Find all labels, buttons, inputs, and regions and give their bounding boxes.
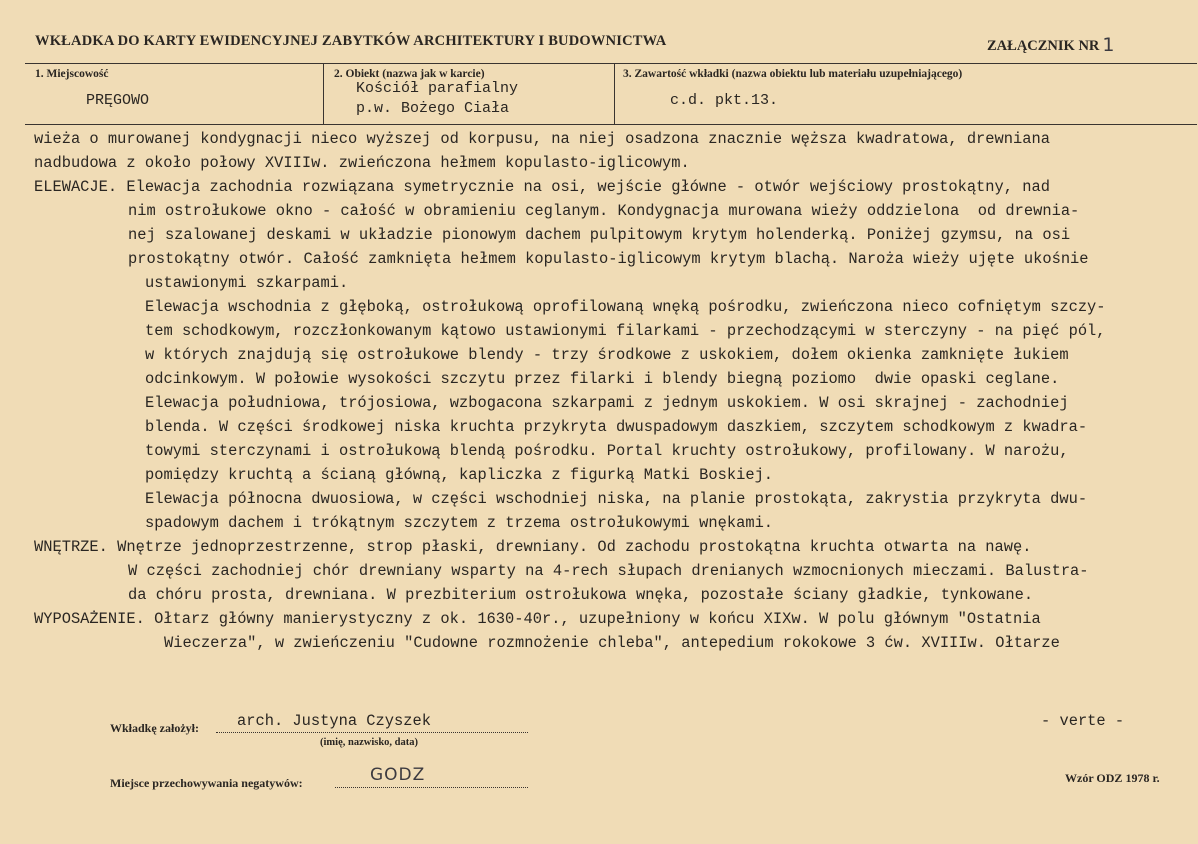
body-line: blenda. W części środkowej niska kruchta przykryta dwuspadowym daszkiem, szczytem schodkowym z kwadra- [145,418,1088,436]
body-line: WYPOSAŻENIE. Ołtarz główny manierystyczny z ok. 1630-40r., uzupełniony w końcu XIXw. W polu głównym "Ostatnia [34,610,1041,628]
author-label: Wkładkę założył: [110,721,199,735]
form-title: WKŁADKA DO KARTY EWIDENCYJNEJ ZABYTKÓW ARCHITEKTURY I BUDOWNICTWA [35,33,667,49]
body-line: W części zachodniej chór drewniany wsparty na 4-rech słupach drenianych wzmocnionych mieczami. Balustra- [128,562,1089,580]
body-line: nej szalowanej deskami w układzie pionowym dachem pulpitowym krytym holenderką. Poniżej gzymsu, na osi [128,226,1071,244]
author-value: arch. Justyna Czyszek [237,712,431,730]
annex-label-text: ZAŁĄCZNIK NR [987,38,1100,54]
negatives-dotted-line [335,787,528,788]
body-line: prostokątny otwór. Całość zamknięta hełmem kopulasto-iglicowym krytym blachą. Naroża wieży ujęte ukośnie [128,250,1089,268]
author-caption: (imię, nazwisko, data) [320,737,418,748]
verte-note: - verte - [1041,712,1125,730]
body-line: nim ostrołukowe okno - całość w obramieniu ceglanym. Kondygnacja murowana wieży oddzielona od drewnia- [128,202,1080,220]
body-line: spadowym dachem i trókątnym szczytem z trzema ostrołukowymi wnękami. [145,514,774,532]
negatives-value: GODZ [370,765,426,785]
content-label: 3. Zawartość wkładki (nazwa obiektu lub materiału uzupełniającego) [623,68,963,80]
body-line: towymi sterczynami i ostrołukową blendą pośrodku. Portal kruchty ostrołukowy, profilowany. W narożu, [145,442,1069,460]
body-line: Elewacja wschodnia z głęboką, ostrołukową oprofilowaną wnęką pośrodku, zwieńczona nieco cofniętym szczy- [145,298,1106,316]
object-label: 2. Obiekt (nazwa jak w karcie) [334,68,485,80]
annex-number: 1 [1102,34,1115,56]
body-line: Elewacja południowa, trójosiowa, wzbogacona szkarpami z jednym uskokiem. W osi skrajnej - zachodniej [145,394,1069,412]
body-line: ustawionymi szkarpami. [145,274,349,292]
body-line: wieża o murowanej kondygnacji nieco wyższej od korpusu, na niej osadzona znacznie węższa kwadratowa, drewniana [34,130,1050,148]
annex-label [987,33,1114,55]
body-line: da chóru prosta, drewniana. W prezbiterium ostrołukowa wnęka, pozostałe ściany gładkie, tynkowane. [128,586,1034,604]
body-line: ELEWACJE. Elewacja zachodnia rozwiązana symetrycznie na osi, wejście główne - otwór wejściowy prostokątny, nad [34,178,1050,196]
object-value-line2: p.w. Bożego Ciała [356,100,510,117]
negatives-label: Miejsce przechowywania negatywów: [110,776,303,790]
body-line: w których znajdują się ostrołukowe blendy - trzy środkowe z uskokiem, dołem okienka zamknięte łukiem [145,346,1069,364]
body-line: WNĘTRZE. Wnętrze jednoprzestrzenne, strop płaski, drewniany. Od zachodu prostokątna kruchta otwarta na nawę. [34,538,1032,556]
field-divider [614,64,615,124]
body-line: Elewacja północna dwuosiowa, w części wschodniej niska, na planie prostokąta, zakrystia przykryta dwu- [145,490,1088,508]
body-line: odcinkowym. W połowie wysokości szczytu przez filarki i blendy biegną poziomo dwie opaski ceglane. [145,370,1060,388]
fields-box [25,63,1197,125]
body-line: Wieczerza", w zwieńczeniu "Cudowne rozmnożenie chleba", antepedium rokokowe 3 ćw. XVIIIw. Ołtarze [164,634,1060,652]
body-line: nadbudowa z około połowy XVIIIw. zwieńczona hełmem kopulasto-iglicowym. [34,154,690,172]
body-line: pomiędzy kruchtą a ścianą główną, kapliczka z figurką Matki Boskiej. [145,466,774,484]
content-value: c.d. pkt.13. [670,92,779,109]
locality-value: PRĘGOWO [86,92,150,109]
locality-label: 1. Miejscowość [35,68,109,80]
object-value-line1: Kościół parafialny [356,80,519,97]
author-dotted-line [216,732,528,733]
field-divider [323,64,324,124]
template-version: Wzór ODZ 1978 r. [1065,771,1160,785]
body-line: tem schodkowym, rozczłonkowanym kątowo ustawionymi filarkami - przechodzącymi w sterczyny - na pięć pól, [145,322,1106,340]
